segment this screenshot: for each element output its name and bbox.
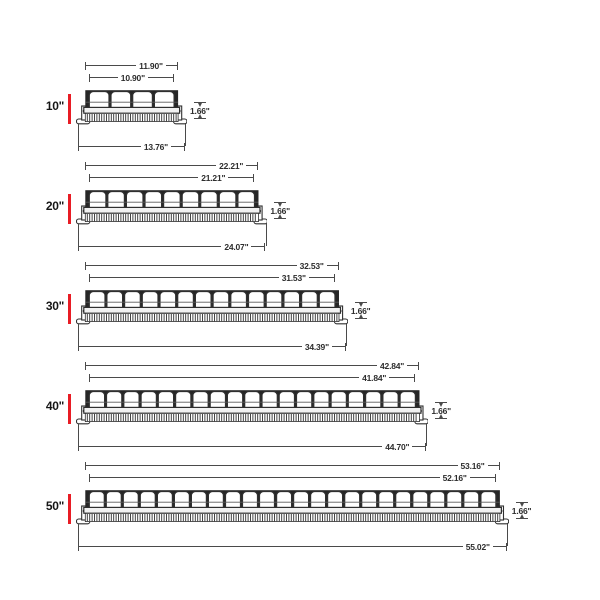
height-dim — [185, 102, 215, 119]
size-row-10 — [40, 53, 600, 153]
size-row-30 — [40, 253, 600, 353]
height-dim-top-tick — [194, 102, 206, 103]
mounting-width-dim — [78, 441, 427, 452]
overall-width-label: 22.21" — [216, 161, 246, 172]
light-bar — [76, 289, 348, 329]
size-row-40 — [40, 353, 600, 453]
extension-line — [426, 424, 427, 446]
height-dim — [426, 402, 456, 419]
extension-line — [266, 224, 267, 246]
arrow-down-icon — [439, 403, 443, 407]
height-dim-bottom-tick — [194, 118, 206, 119]
mounting-width-label: 13.76" — [141, 142, 171, 153]
lens-width-dim — [89, 172, 254, 183]
overall-width-label: 42.84" — [377, 361, 407, 372]
light-bar-graphic — [76, 89, 187, 129]
height-label: 1.66" — [270, 206, 290, 216]
size-accent-mark — [68, 194, 71, 224]
size-accent-mark — [68, 94, 71, 124]
height-dim-top-tick — [435, 402, 447, 403]
light-bar-graphic — [76, 189, 268, 229]
height-dim-top-tick — [516, 502, 528, 503]
lens-width-label: 52.16" — [440, 473, 470, 484]
extension-line — [185, 124, 186, 146]
bar-body — [83, 507, 501, 513]
overall-width-dim — [85, 460, 500, 471]
size-accent-mark — [68, 294, 71, 324]
height-dim — [507, 502, 537, 519]
height-dim-bottom-tick — [516, 518, 528, 519]
height-dim-top-tick — [355, 302, 367, 303]
mounting-width-dim — [78, 141, 185, 152]
height-dim — [265, 202, 295, 219]
arrow-up-icon — [359, 314, 363, 318]
light-bar-graphic — [76, 389, 429, 429]
light-bar-graphic — [76, 489, 509, 529]
height-label: 1.66" — [511, 506, 532, 516]
arrow-up-icon — [520, 514, 524, 518]
mounting-width-dim — [78, 541, 507, 552]
light-bar — [76, 389, 429, 429]
overall-width-dim — [85, 360, 419, 371]
size-row-50 — [40, 453, 600, 553]
size-row-20 — [40, 153, 600, 253]
height-label: 1.66" — [431, 406, 451, 416]
mounting-width-label: 24.07" — [221, 242, 251, 253]
height-dim-bottom-tick — [355, 318, 367, 319]
size-accent-mark — [68, 394, 71, 424]
lens-width-dim — [89, 72, 174, 83]
mounting-width-label: 55.02" — [463, 542, 493, 553]
mounting-width-dim — [78, 341, 346, 352]
bar-body — [83, 307, 340, 313]
lens-width-label: 31.53" — [279, 273, 309, 284]
arrow-up-icon — [198, 114, 202, 118]
light-bar-graphic — [76, 289, 348, 329]
height-label: 1.66" — [350, 306, 371, 316]
light-bar — [76, 89, 187, 129]
mounting-width-dim — [78, 241, 266, 252]
overall-width-label: 53.16" — [458, 461, 488, 472]
size-label: 20" — [45, 199, 64, 213]
size-label: 50" — [45, 499, 64, 513]
height-dim-bottom-tick — [435, 418, 447, 419]
overall-width-dim — [85, 260, 339, 271]
size-label: 30" — [45, 299, 64, 313]
mounting-width-label: 34.39" — [302, 342, 332, 353]
arrow-down-icon — [359, 303, 363, 307]
overall-width-label: 11.90" — [136, 61, 166, 72]
height-label: 1.66" — [190, 106, 210, 116]
extension-line — [346, 324, 347, 346]
size-label: 10" — [45, 99, 64, 113]
bar-body — [83, 207, 259, 213]
arrow-up-icon — [278, 214, 282, 218]
lens-width-dim — [89, 472, 496, 483]
lens-width-label: 21.21" — [198, 173, 228, 184]
light-bar — [76, 189, 268, 229]
arrow-up-icon — [439, 414, 443, 418]
arrow-down-icon — [198, 103, 202, 107]
height-dim-bottom-tick — [274, 218, 286, 219]
bar-body — [83, 107, 179, 113]
bar-body — [83, 407, 420, 413]
lens-width-label: 10.90" — [118, 73, 148, 84]
overall-width-dim — [85, 160, 258, 171]
lens-width-dim — [89, 272, 335, 283]
overall-width-label: 32.53" — [297, 261, 327, 272]
lens-width-dim — [89, 372, 415, 383]
arrow-down-icon — [278, 203, 282, 207]
size-accent-mark — [68, 494, 71, 524]
overall-width-dim — [85, 60, 178, 71]
size-label: 40" — [45, 399, 64, 413]
lens-width-label: 41.84" — [359, 373, 389, 384]
height-dim — [346, 302, 376, 319]
mounting-width-label: 44.70" — [382, 442, 412, 453]
extension-line — [507, 524, 508, 546]
arrow-down-icon — [520, 503, 524, 507]
light-bar — [76, 489, 509, 529]
height-dim-top-tick — [274, 202, 286, 203]
